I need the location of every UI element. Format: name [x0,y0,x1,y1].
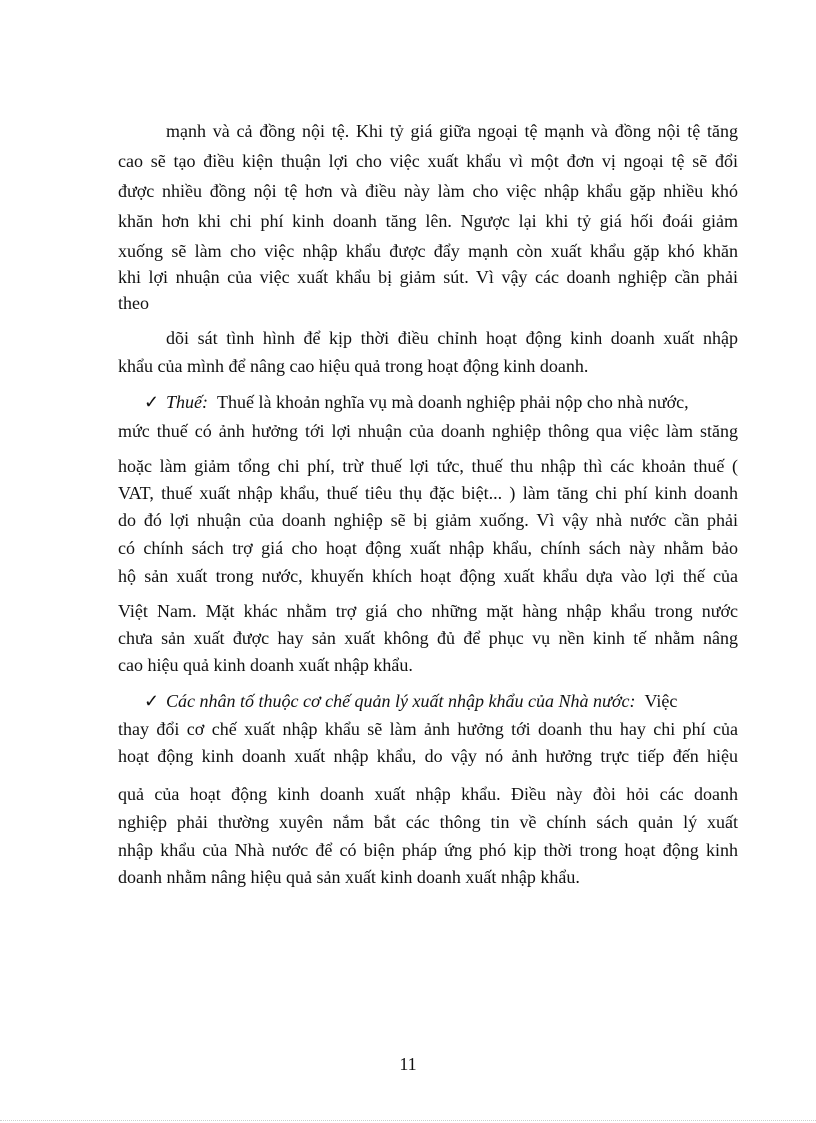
paragraph-1-line-3: được nhiều đồng nội tệ hơn và điều này làm cho việc nhập khẩu gặp nhiều khó [118,181,738,201]
paragraph-2-line-2: khẩu của mình để nâng cao hiệu quả trong hoạt động kinh doanh. [118,356,589,376]
bullet-thue-line-1: mức thuế có ảnh hưởng tới lợi nhuận của doanh nghiệp thông qua việc làm stăng [118,421,738,441]
bullet-co-che-first-line [144,690,738,712]
paragraph-1-line-4: khăn hơn khi chi phí kinh doanh tăng lên. Ngược lại khi tỷ giá hối đoái giảm [118,211,738,231]
bullet-thue-first-line-text: Thuế là khoản nghĩa vụ mà doanh nghiệp phải nộp cho nhà nước, [217,392,689,412]
paragraph-1-line-1: mạnh và cả đồng nội tệ. Khi tỷ giá giữa ngoại tệ mạnh và đồng nội tệ tăng [166,121,738,141]
bullet-thue-line-9: cao hiệu quả kinh doanh xuất nhập khẩu. [118,655,413,675]
page-bottom-divider [0,1120,816,1121]
paragraph-1-line-5: xuống sẽ làm cho việc nhập khẩu được đẩy mạnh còn xuất khẩu gặp khó khăn [118,241,738,261]
bullet-co-che-heading: Các nhân tố thuộc cơ chế quản lý xuất nhập khẩu của Nhà nước: [166,691,636,711]
bullet-thue-line-3: VAT, thuế xuất nhập khẩu, thuế tiêu thụ đặc biệt... ) làm tăng chi phí kinh doanh [118,483,738,503]
bullet-co-che-line-6: doanh nhằm nâng hiệu quả sản xuất kinh doanh xuất nhập khẩu. [118,867,580,887]
checkmark-icon: ✓ [144,392,160,412]
paragraph-1-line-6: khi lợi nhuận của việc xuất khẩu bị giảm sút. Vì vậy các doanh nghiệp cần phải [118,267,738,287]
bullet-co-che-first-line-text: Việc [644,691,678,711]
paragraph-2-line-1: dõi sát tình hình để kịp thời điều chỉnh hoạt động kinh doanh xuất nhập [166,328,738,348]
bullet-thue-line-2: hoặc làm giảm tổng chi phí, trừ thuế lợi tức, thuế thu nhập thì các khoản thuế ( [118,456,738,476]
bullet-thue-line-4: do đó lợi nhuận của doanh nghiệp sẽ bị giảm xuống. Vì vậy nhà nước cần phải [118,510,738,530]
bullet-thue-line-8: chưa sản xuất được hay sản xuất không đủ để phục vụ nền kinh tế nhằm nâng [118,628,738,648]
checkmark-icon: ✓ [144,691,160,711]
bullet-thue-line-5: có chính sách trợ giá cho hoạt động xuất nhập khẩu, chính sách này nhằm bảo [118,538,738,558]
paragraph-1-line-2: cao sẽ tạo điều kiện thuận lợi cho việc xuất khẩu vì một đơn vị ngoại tệ sẽ đổi [118,151,738,171]
page-number: 11 [399,1054,417,1074]
bullet-thue-line-6: hộ sản xuất trong nước, khuyến khích hoạt động xuất khẩu dựa vào lợi thế của [118,566,738,586]
bullet-thue-line-7: Việt Nam. Mặt khác nhằm trợ giá cho những mặt hàng nhập khẩu trong nước [118,601,738,621]
bullet-thue-heading: Thuế: [166,392,208,412]
bullet-co-che-line-3: quả của hoạt động kinh doanh xuất nhập khẩu. Điều này đòi hỏi các doanh [118,784,738,804]
paragraph-1-line-7: theo [118,293,149,313]
bullet-thue-first-line [144,391,738,413]
bullet-co-che-line-2: hoạt động kinh doanh xuất nhập khẩu, do vậy nó ảnh hưởng trực tiếp đến hiệu [118,746,738,766]
bullet-co-che-line-1: thay đổi cơ chế xuất nhập khẩu sẽ làm ảnh hưởng tới doanh thu hay chi phí của [118,719,738,739]
bullet-co-che-line-4: nghiệp phải thường xuyên nắm bắt các thông tin về chính sách quản lý xuất [118,812,738,832]
bullet-co-che-line-5: nhập khẩu của Nhà nước để có biện pháp ứng phó kịp thời trong hoạt động kinh [118,840,738,860]
